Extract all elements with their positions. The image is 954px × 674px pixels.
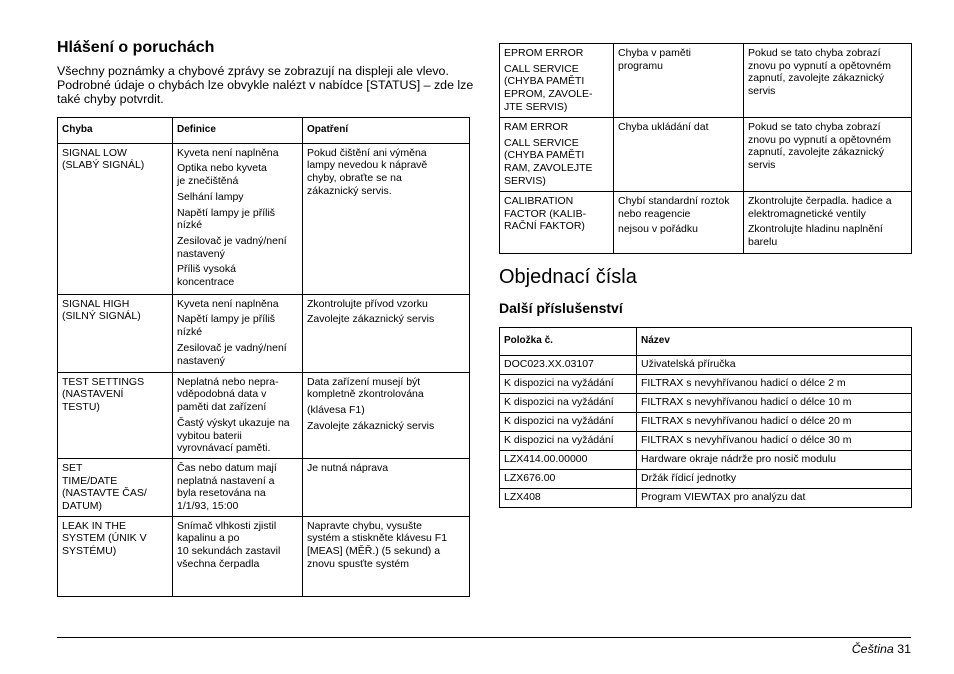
action-cell	[744, 192, 912, 254]
action-cell-line: Pokud se tato chyba zobrazí znovu po vypnutí a opětovném zapnutí, zavolejte zákaznický servis	[748, 47, 892, 98]
action-cell-line: Data zařízení musejí být kompletně zkontrolována	[307, 375, 424, 401]
error-cell-line: CALL SERVICE (CHYBA PAMĚTI EPROM, ZAVOLE- JTE SERVIS)	[504, 62, 593, 113]
definition-cell	[614, 44, 744, 118]
parts-row	[500, 355, 912, 374]
error-cell	[500, 192, 614, 254]
action-cell	[303, 143, 470, 294]
error-cell-line: CALL SERVICE (CHYBA PAMĚTI RAM, ZAVOLEJTE SERVIS)	[504, 136, 593, 187]
parts-row	[500, 393, 912, 412]
order-numbers-heading: Objednací čísla	[499, 266, 637, 288]
footer-rule	[57, 637, 911, 638]
part-name: FILTRAX s nevyhřívanou hadicí o délce 2 m	[637, 374, 912, 393]
page-number: 31	[897, 642, 911, 656]
error-cell	[500, 118, 614, 192]
error-cell	[58, 458, 173, 516]
error-cell-line: TEST SETTINGS (NASTAVENÍ TESTU)	[62, 375, 145, 414]
error-cell	[58, 372, 173, 458]
table-row	[500, 118, 912, 192]
parts-row	[500, 450, 912, 469]
action-cell-line: Zkontrolujte přívod vzorku	[307, 297, 428, 310]
error-cell	[58, 294, 173, 372]
column-header-definition: Definice	[173, 118, 303, 144]
table-header-row	[58, 118, 470, 144]
parts-row	[500, 431, 912, 450]
part-item-number: LZX414.00.00000	[500, 450, 637, 469]
part-name: Hardware okraje nádrže pro nosič modulu	[637, 450, 912, 469]
error-cell-line: SIGNAL LOW (SLABÝ SIGNÁL)	[62, 146, 145, 172]
part-name: FILTRAX s nevyhřívanou hadicí o délce 20 m	[637, 412, 912, 431]
parts-row	[500, 469, 912, 488]
definition-cell-line: Čas nebo datum mají neplatná nastavení a byla resetována na 1/1/93, 15:00	[177, 461, 277, 513]
part-item-number: DOC023.XX.03107	[500, 355, 637, 374]
definition-cell-line: Chyba ukládání dat	[618, 121, 709, 133]
definition-cell	[173, 458, 303, 516]
action-cell	[744, 44, 912, 118]
action-cell-line: Pokud čištění ani výměna lampy nevedou k nápravě chyby, obraťte se na zákaznický servis.	[307, 146, 428, 197]
definition-cell-line: Napětí lampy je příliš nízké	[177, 206, 276, 232]
definition-cell-line: Častý výskyt ukazuje na vybitou baterii vyrovnávací paměti.	[177, 416, 290, 455]
definition-cell	[173, 294, 303, 372]
part-item-number: LZX676.00	[500, 469, 637, 488]
table-row	[58, 516, 470, 596]
definition-cell	[173, 372, 303, 458]
table-row	[500, 44, 912, 118]
table-row	[58, 372, 470, 458]
action-cell	[303, 372, 470, 458]
error-cell	[58, 143, 173, 294]
part-item-number: LZX408	[500, 488, 637, 507]
action-cell-line: Napravte chybu, vysušte systém a stiskněte klávesu F1 [MEAS] (MĚŘ.) (5 sekund) a znovu spusťte systém	[307, 519, 448, 570]
parts-row	[500, 488, 912, 507]
part-name: FILTRAX s nevyhřívanou hadicí o délce 30 m	[637, 431, 912, 450]
footer	[852, 642, 911, 656]
part-name: Držák řídicí jednotky	[637, 469, 912, 488]
definition-cell	[173, 516, 303, 596]
action-cell-line: Zavolejte zákaznický servis	[307, 419, 435, 432]
column-header-error: Chyba	[58, 118, 173, 144]
definition-cell-line: Snímač vlhkosti zjistil kapalinu a po 10 sekundách zastavil všechna čerpadla	[177, 519, 281, 570]
action-cell-line: (klávesa F1)	[307, 404, 365, 417]
column-header-action: Opatření	[303, 118, 470, 144]
definition-cell-line: Optika nebo kyveta je znečištěná	[177, 162, 267, 188]
part-item-number: K dispozici na vyžádání	[500, 393, 637, 412]
action-cell	[303, 458, 470, 516]
definition-cell-line: Kyveta není naplněna	[177, 297, 279, 310]
definition-cell-line: Zesilovač je vadný/není nastavený	[177, 234, 287, 260]
table-row	[58, 458, 470, 516]
definition-cell	[614, 192, 744, 254]
parts-row	[500, 374, 912, 393]
part-item-number: K dispozici na vyžádání	[500, 412, 637, 431]
action-cell-line: Zkontrolujte hladinu naplnění barelu	[748, 223, 883, 249]
parts-table	[499, 327, 912, 508]
error-cell-line: SET TIME/DATE (NASTAVTE ČAS/ DATUM)	[62, 461, 147, 513]
definition-cell-line: Chyba v paměti programu	[618, 47, 691, 72]
definition-cell-line: Kyveta není naplněna	[177, 146, 279, 159]
definition-cell-line: nejsou v pořádku	[618, 223, 698, 236]
part-item-number: K dispozici na vyžádání	[500, 431, 637, 450]
error-cell-line: CALIBRATION FACTOR (KALIB- RAČNÍ FAKTOR)	[504, 195, 587, 233]
action-cell-line: Je nutná náprava	[307, 461, 389, 474]
action-cell-line: Pokud se tato chyba zobrazí znovu po vypnutí a opětovném zapnutí, zavolejte zákaznický servis	[748, 121, 892, 172]
action-cell	[303, 516, 470, 596]
column-header-item: Položka č.	[500, 328, 637, 356]
error-cell-line: LEAK IN THE SYSTEM (ÚNIK V SYSTÉMU)	[62, 519, 147, 558]
error-table-right	[499, 43, 912, 254]
definition-cell-line: Napětí lampy je příliš nízké	[177, 313, 276, 339]
action-cell-line: Zkontrolujte čerpadla. hadice a elektromagnetické ventily	[748, 195, 892, 220]
part-item-number: K dispozici na vyžádání	[500, 374, 637, 393]
error-cell	[500, 44, 614, 118]
table-row	[58, 294, 470, 372]
definition-cell-line: Neplatná nebo nepra- vděpodobná data v paměti dat zařízení	[177, 375, 279, 414]
definition-cell-line: Zesilovač je vadný/není nastavený	[177, 341, 287, 367]
error-table-left	[57, 117, 470, 597]
action-cell-line: Zavolejte zákaznický servis	[307, 313, 435, 326]
part-name: FILTRAX s nevyhřívanou hadicí o délce 10 m	[637, 393, 912, 412]
intro-paragraph: Všechny poznámky a chybové zprávy se zobrazují na displeji ale vlevo. Podrobné údaje o chybách lze obvykle nalézt v nabídce [STATUS] – zde lze také chyby potvrdit.	[57, 64, 474, 106]
definition-cell-line: Příliš vysoká koncentrace	[177, 263, 236, 289]
part-name: Uživatelská příručka	[637, 355, 912, 374]
accessories-heading: Další příslušenství	[499, 300, 623, 316]
parts-row	[500, 412, 912, 431]
action-cell	[303, 294, 470, 372]
definition-cell-line: Selhání lampy	[177, 190, 244, 203]
error-cell-line: RAM ERROR	[504, 121, 569, 133]
footer-language: Čeština	[851, 642, 894, 656]
section-heading-errors: Hlášení o poruchách	[57, 39, 215, 56]
column-header-name: Název	[637, 328, 912, 356]
table-row	[58, 143, 470, 294]
definition-cell-line: Chybí standardní roztok nebo reagencie	[618, 195, 730, 220]
definition-cell	[173, 143, 303, 294]
error-cell	[58, 516, 173, 596]
error-cell-line: SIGNAL HIGH (SILNÝ SIGNÁL)	[62, 297, 141, 323]
table-row	[500, 192, 912, 254]
part-name: Program VIEWTAX pro analýzu dat	[637, 488, 912, 507]
error-cell-line: EPROM ERROR	[504, 47, 584, 59]
definition-cell	[614, 118, 744, 192]
parts-header-row	[500, 328, 912, 356]
action-cell	[744, 118, 912, 192]
